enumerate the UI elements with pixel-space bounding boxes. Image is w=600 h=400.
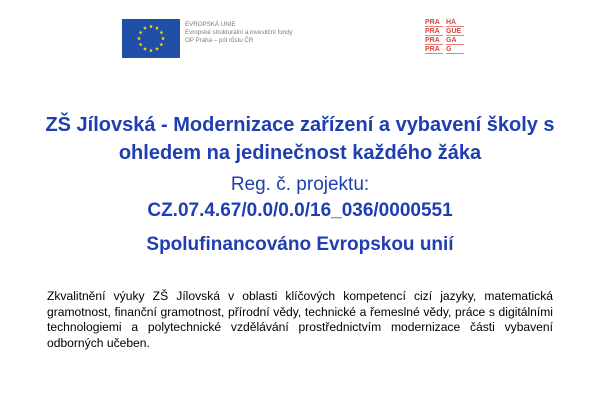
cofinancing-statement: Spolufinancováno Evropskou unií	[146, 234, 454, 255]
eu-logo	[122, 19, 293, 58]
eu-logo-line1: EVROPSKÁ UNIE	[185, 21, 236, 28]
registration-label: Reg. č. projektu:	[230, 174, 370, 195]
eu-star-icon	[161, 36, 165, 40]
praha-logo	[425, 18, 467, 54]
eu-logo-line2: Evropské strukturální a investiční fondy	[185, 29, 293, 36]
eu-star-icon	[155, 26, 159, 30]
eu-star-icon	[139, 30, 143, 34]
header-logos	[0, 0, 600, 80]
praha-logo-cell: PRA	[425, 27, 443, 36]
praha-logo-cell: PRA	[425, 18, 443, 27]
eu-star-icon	[159, 30, 163, 34]
eu-star-icon	[149, 48, 153, 52]
praha-logo-cell: HA	[446, 18, 464, 27]
eu-star-icon	[143, 47, 147, 51]
eu-logo-line3: OP Praha – pól růstu ČR	[185, 37, 254, 44]
project-title: ZŠ Jílovská - Modernizace zařízení a vybavení školy s ohledem na jedinečnost každého žáka	[45, 114, 555, 164]
registration-number: CZ.07.4.67/0.0/0.0/16_036/0000551	[147, 200, 453, 221]
eu-star-icon	[159, 42, 163, 46]
eu-logo-text	[185, 19, 293, 45]
eu-star-icon	[137, 36, 141, 40]
eu-star-icon	[149, 24, 153, 28]
praha-logo-cell: G	[446, 45, 464, 54]
eu-star-icon	[139, 42, 143, 46]
eu-star-icon	[143, 26, 147, 30]
praha-logo-cell: GUE	[446, 27, 464, 36]
eu-flag-icon	[122, 19, 180, 58]
project-description: Zkvalitnění výuky ZŠ Jílovská v oblasti klíčových kompetencí cizí jazyky, matematická gramotnost, finanční gramotnost, přírodní vědy, technické a řemeslné vědy, práce s digitálními technologiemi a polytechnické vzdělávání prostřednictvím modernizace části vybavení odborných učeben.	[47, 289, 553, 350]
eu-star-icon	[155, 47, 159, 51]
praha-logo-cell: PRA	[425, 36, 443, 45]
praha-logo-cell: PRA	[425, 45, 443, 54]
praha-logo-cell: GA	[446, 36, 464, 45]
